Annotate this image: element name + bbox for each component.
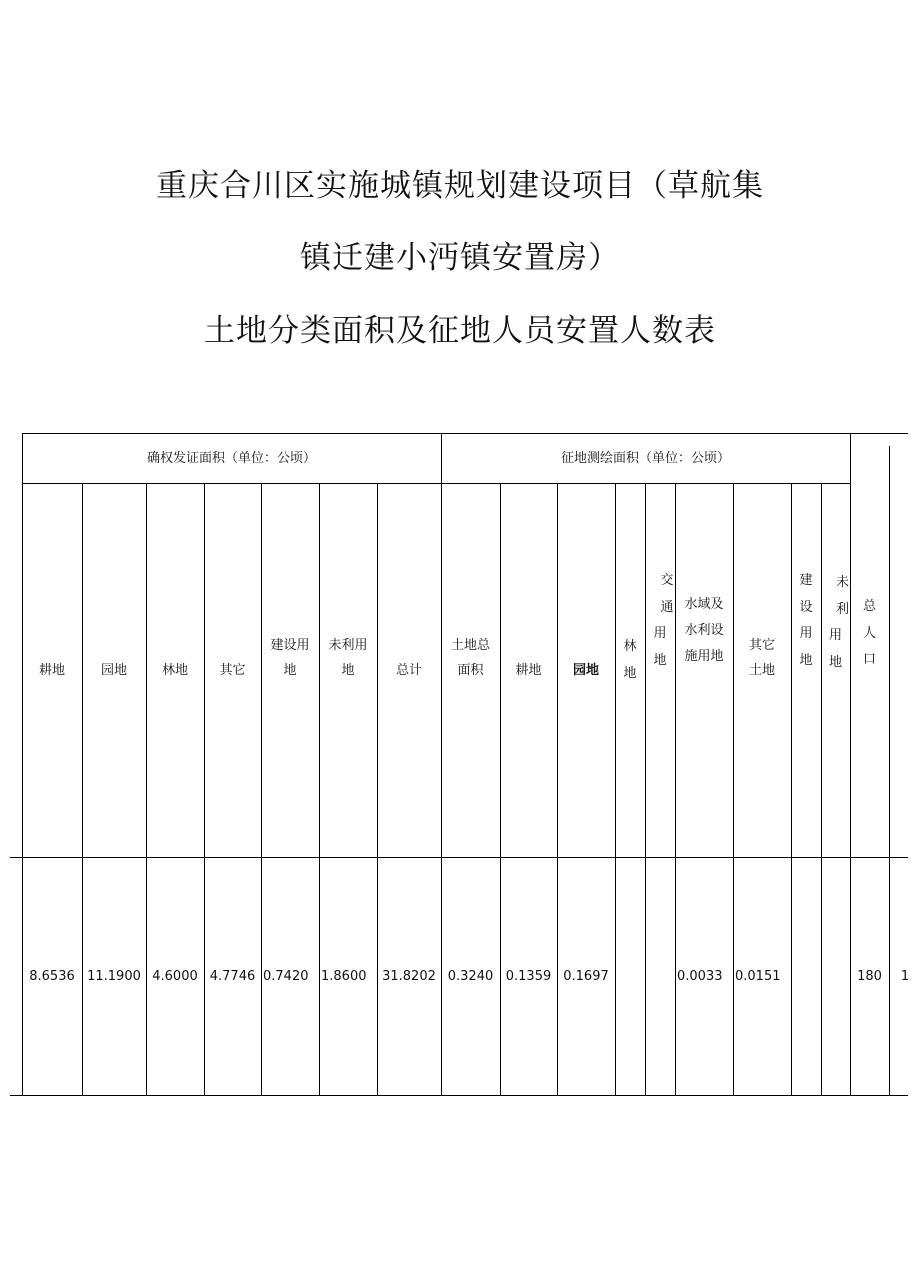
col-header-construction [261, 633, 319, 683]
col-header-unused-line: 地 [341, 663, 355, 678]
table-rule-v [82, 483, 83, 1095]
col-header-other: 其它 [219, 663, 246, 678]
col-header-land-total-area-line: 面积 [457, 663, 484, 678]
cell-forest: 4.6000 [152, 969, 198, 984]
col-header-total: 总计 [395, 663, 422, 678]
col-header-survey-forest-char: 地 [623, 665, 637, 681]
cell-survey-farmland: 0.1359 [505, 969, 552, 984]
table-rule-v [615, 483, 616, 1095]
col-header-survey-forest-char: 林 [623, 639, 637, 654]
col-header-survey-unused-char: 地 [828, 654, 842, 670]
col-header-transport-land-char: 通 [660, 599, 674, 615]
col-header-water-facilities-line: 水利设 [684, 623, 724, 638]
cell-truncated: 1 [900, 969, 910, 984]
col-header-transport-land-char: 地 [653, 652, 667, 668]
table-rule-v [204, 483, 205, 1095]
table-rule-v [889, 446, 890, 1095]
col-header-forest: 林地 [161, 663, 188, 678]
col-header-survey-forest [615, 634, 645, 687]
col-header-other-land-line: 土地 [748, 663, 775, 678]
table-rule-left [22, 433, 23, 1095]
table-rule-v [441, 433, 442, 1095]
col-header-total-population-char: 人 [862, 625, 876, 641]
col-header-other-land [733, 633, 791, 683]
col-header-survey-construction-char: 用 [799, 626, 813, 641]
col-header-total-population [850, 594, 889, 674]
col-header-survey-farmland: 耕地 [515, 663, 542, 678]
cell-land-total-area: 0.3240 [447, 969, 494, 984]
col-header-survey-construction-char: 地 [799, 652, 813, 668]
cell-other-land: 0.0151 [735, 969, 781, 984]
document-title-line-2: 镇迁建小沔镇安置房） [300, 240, 620, 276]
table-rule-v [261, 483, 262, 1095]
cell-total: 31.8202 [382, 969, 436, 984]
table-rule-top [22, 433, 908, 434]
col-header-survey-unused-char: 利 [835, 601, 849, 617]
col-header-survey-unused-char: 未 [835, 575, 849, 590]
col-header-garden: 园地 [100, 663, 127, 678]
table-rule-v [850, 433, 851, 1095]
group-header-confirmed-area: 确权发证面积（单位：公顷） [146, 451, 316, 466]
col-header-survey-garden: 园地 [572, 663, 599, 678]
table-rule-v [146, 483, 147, 1095]
table-rule-header-bottom [10, 857, 908, 858]
cell-survey-garden: 0.1697 [563, 969, 609, 984]
cell-unused: 1.8600 [321, 969, 367, 984]
cell-water-facilities: 0.0033 [677, 969, 723, 984]
col-header-total-population-char: 口 [862, 652, 876, 667]
table-rule-v [377, 483, 378, 1095]
cell-construction: 0.7420 [263, 969, 309, 984]
col-header-unused [319, 633, 377, 683]
document-title-line-1: 重庆合川区实施城镇规划建设项目（草航集 [156, 168, 764, 204]
cell-garden: 11.1900 [87, 969, 141, 984]
col-header-unused-line: 未利用 [328, 638, 368, 653]
table-rule-v [500, 483, 501, 1095]
group-header-surveyed-area: 征地测绘面积（单位：公顷） [560, 451, 730, 466]
col-header-transport-land-char: 交 [660, 573, 674, 588]
col-header-transport-land-char: 用 [653, 626, 667, 641]
col-header-survey-construction [791, 568, 821, 674]
col-header-construction-line: 地 [283, 663, 297, 678]
cell-total-population: 180 [857, 969, 882, 984]
table-rule-v [319, 483, 320, 1095]
col-header-survey-unused-char: 用 [828, 628, 842, 643]
col-header-water-facilities [675, 592, 733, 670]
col-header-farmland: 耕地 [38, 663, 65, 678]
table-rule-v [675, 483, 676, 1095]
table-rule-bottom [10, 1095, 908, 1096]
table-rule-v [733, 483, 734, 1095]
col-header-land-total-area-line: 土地总 [450, 638, 490, 653]
table-rule-v [557, 483, 558, 1095]
col-header-transport-land [645, 568, 675, 674]
col-header-survey-construction-char: 建 [799, 573, 813, 588]
cell-other: 4.7746 [209, 969, 256, 984]
col-header-survey-unused [821, 570, 850, 676]
col-header-other-land-line: 其它 [748, 638, 775, 653]
col-header-land-total-area [441, 633, 500, 683]
col-header-water-facilities-line: 施用地 [684, 649, 724, 664]
col-header-survey-construction-char: 设 [799, 599, 813, 615]
document-title-line-3: 土地分类面积及征地人员安置人数表 [204, 313, 716, 349]
col-header-construction-line: 建设用 [270, 638, 310, 653]
col-header-total-population-char: 总 [862, 599, 876, 614]
col-header-water-facilities-line: 水域及 [684, 597, 724, 612]
cell-farmland: 8.6536 [29, 969, 75, 984]
